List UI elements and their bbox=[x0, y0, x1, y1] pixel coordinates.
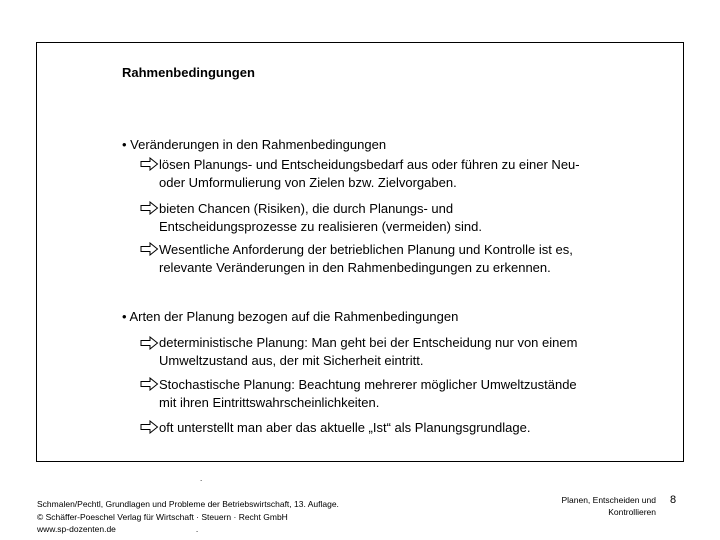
arrow-right-icon bbox=[140, 420, 159, 434]
footer-publisher: © Schäffer-Poeschel Verlag für Wirtschaft · Steuern · Recht GmbH bbox=[37, 511, 288, 522]
planning-item-2-line-2: mit ihren Eintrittswahrscheinlichkeiten. bbox=[159, 394, 380, 410]
changes-item-3 bbox=[159, 241, 573, 276]
bullet-changes: • Veränderungen in den Rahmenbedingungen bbox=[122, 137, 387, 152]
planning-item-1-line-2: Umweltzustand aus, der mit Sicherheit eintritt. bbox=[159, 352, 424, 368]
footer-chapter-line-1: Planen, Entscheiden und bbox=[561, 495, 656, 505]
planning-item-2-line-1: Stochastische Planung: Beachtung mehrerer möglicher Umweltzustände bbox=[159, 377, 577, 392]
bullet-planning-types: • Arten der Planung bezogen auf die Rahmenbedingungen bbox=[122, 309, 459, 324]
arrow-right-icon bbox=[140, 201, 159, 215]
planning-item-3 bbox=[159, 419, 530, 437]
slide-title: Rahmenbedingungen bbox=[122, 65, 255, 80]
changes-item-3-line-2: relevante Veränderungen in den Rahmenbedingungen zu erkennen. bbox=[159, 259, 551, 275]
page-number: 8 bbox=[670, 494, 677, 506]
footer-dot-2: . bbox=[195, 524, 199, 534]
changes-item-1-line-2: oder Umformulierung von Zielen bzw. Zielvorgaben. bbox=[159, 174, 457, 190]
changes-item-2-line-2: Entscheidungsprozesse zu realisieren (vermeiden) sind. bbox=[159, 218, 482, 234]
footer-chapter bbox=[530, 494, 656, 518]
footer-citation: Schmalen/Pechtl, Grundlagen und Probleme der Betriebswirtschaft, 13. Auflage. bbox=[37, 499, 339, 509]
arrow-right-icon bbox=[140, 157, 159, 171]
planning-item-1 bbox=[159, 334, 577, 369]
changes-item-2-line-1: bieten Chancen (Risiken), die durch Planungs- und bbox=[159, 201, 454, 216]
arrow-right-icon bbox=[140, 242, 159, 256]
footer-website: www.sp-dozenten.de . bbox=[37, 524, 199, 534]
changes-item-2 bbox=[159, 200, 482, 235]
footer-citation-block bbox=[37, 498, 339, 536]
changes-item-1 bbox=[159, 156, 580, 191]
arrow-right-icon bbox=[140, 336, 159, 350]
footer-dot: . bbox=[200, 474, 203, 483]
planning-item-3-line-1: oft unterstellt man aber das aktuelle „Ist“ als Planungsgrundlage. bbox=[159, 420, 531, 435]
planning-item-2 bbox=[159, 376, 577, 411]
planning-item-1-line-1: deterministische Planung: Man geht bei der Entscheidung nur von einem bbox=[159, 335, 578, 350]
changes-item-3-line-1: Wesentliche Anforderung der betrieblichen Planung und Kontrolle ist es, bbox=[159, 242, 573, 257]
changes-item-1-line-1: lösen Planungs- und Entscheidungsbedarf aus oder führen zu einer Neu- bbox=[159, 157, 580, 172]
arrow-right-icon bbox=[140, 377, 159, 391]
footer-chapter-line-2: Kontrollieren bbox=[608, 507, 656, 517]
